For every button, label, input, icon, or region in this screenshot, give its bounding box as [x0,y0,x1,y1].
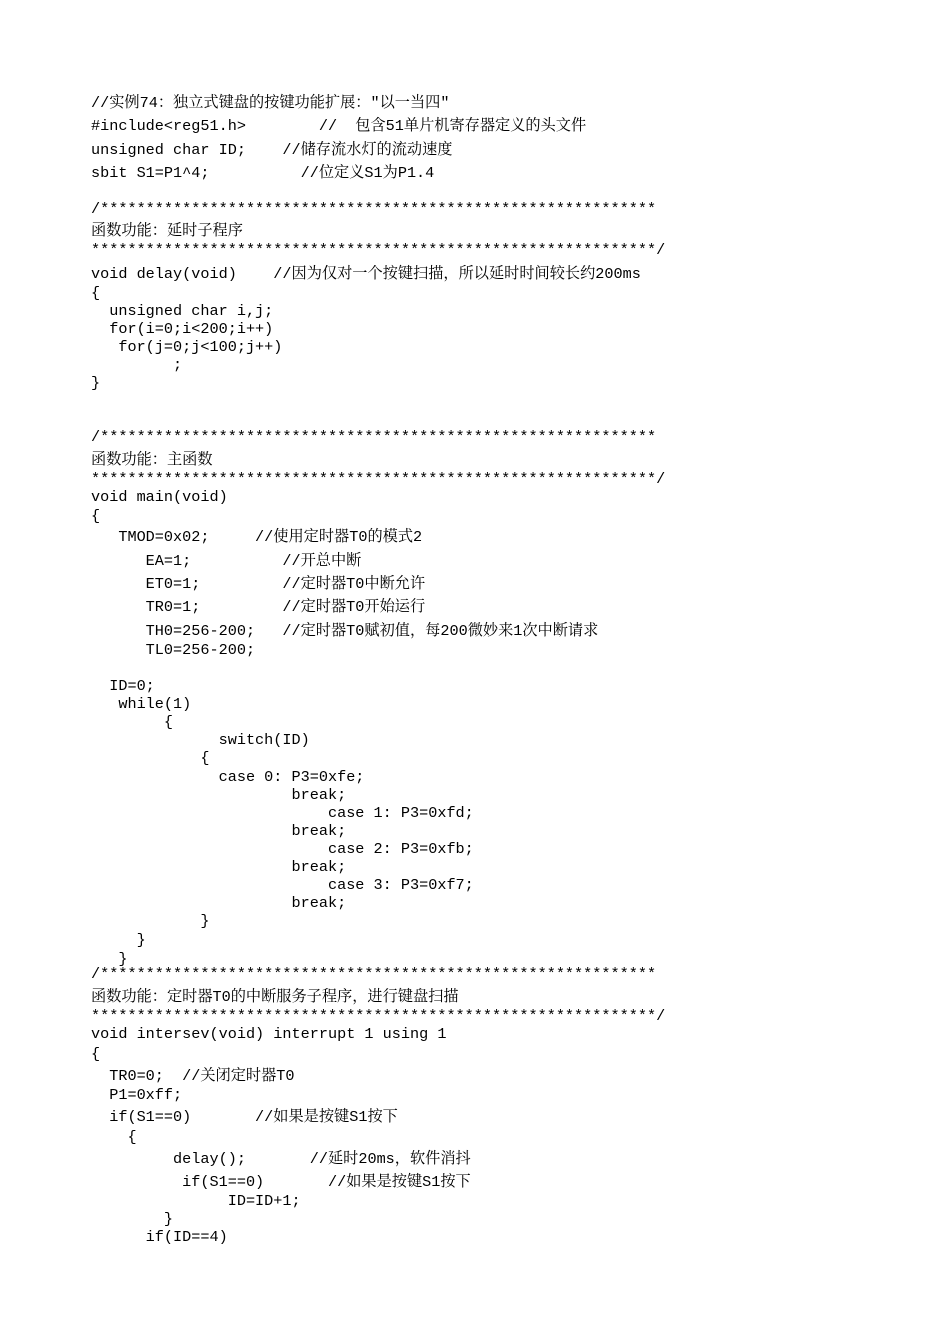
code-line: P1=0xff; [91,1086,183,1104]
code-line: TR0=1; //定时器T0开始运行 [91,598,426,616]
code-line: } [91,950,128,968]
code-line: case 0: P3=0xfe; [91,768,365,786]
code-line: **************************************************************/ [91,1007,666,1025]
code-line: void intersev(void) interrupt 1 using 1 [91,1025,447,1043]
code-line: TH0=256-200; //定时器T0赋初值，每200微妙来1次中断请求 [91,622,599,640]
code-line: TR0=0; //关闭定时器T0 [91,1067,295,1085]
code-line: **************************************************************/ [91,241,666,259]
code-line: } [91,1210,174,1228]
code-line: break; [91,822,347,840]
code-line: { [91,749,210,767]
code-line: } [91,931,146,949]
code-line: delay(); //延时20ms，软件消抖 [91,1150,471,1168]
code-line: unsigned char i,j; [91,302,274,320]
code-line: 函数功能：主函数 [91,451,213,469]
code-line: if(S1==0) //如果是按键S1按下 [91,1108,398,1126]
code-line: TL0=256-200; [91,641,256,659]
code-line: //实例74：独立式键盘的按键功能扩展："以一当四" [91,94,450,112]
code-line: case 2: P3=0xfb; [91,840,474,858]
code-line: break; [91,786,347,804]
code-line: { [91,1045,101,1063]
code-line: ID=ID+1; [91,1192,301,1210]
code-line: /************************************************************* [91,965,657,983]
code-line: 函数功能：定时器T0的中断服务子程序，进行键盘扫描 [91,988,459,1006]
code-line: EA=1; //开总中断 [91,552,362,570]
code-line: { [91,1128,137,1146]
code-line: { [91,284,101,302]
code-line: break; [91,858,347,876]
code-line: void main(void) [91,488,228,506]
code-line: ET0=1; //定时器T0中断允许 [91,575,426,593]
code-line: 函数功能：延时子程序 [91,222,243,240]
code-line: while(1) [91,695,192,713]
code-line: break; [91,894,347,912]
code-line: **************************************************************/ [91,470,666,488]
code-line: /************************************************************* [91,428,657,446]
code-line: #include<reg51.h> // 包含51单片机寄存器定义的头文件 [91,117,587,135]
code-line: { [91,713,174,731]
code-line: /************************************************************* [91,200,657,218]
code-line: if(ID==4) [91,1228,228,1246]
code-line: TMOD=0x02; //使用定时器T0的模式2 [91,528,423,546]
code-line: unsigned char ID; //储存流水灯的流动速度 [91,141,453,159]
code-line: void delay(void) //因为仅对一个按键扫描，所以延时时间较长约200ms [91,265,641,283]
code-line: for(i=0;i<200;i++) [91,320,274,338]
code-line: ; [91,356,183,374]
code-line: { [91,507,101,525]
code-line: for(j=0;j<100;j++) [91,338,283,356]
code-line: ID=0; [91,677,155,695]
code-line: case 1: P3=0xfd; [91,804,474,822]
code-line: } [91,912,210,930]
code-line: case 3: P3=0xf7; [91,876,474,894]
code-line: switch(ID) [91,731,310,749]
code-line: if(S1==0) //如果是按键S1按下 [91,1173,471,1191]
code-line: } [91,374,101,392]
code-line: sbit S1=P1^4; //位定义S1为P1.4 [91,164,435,182]
